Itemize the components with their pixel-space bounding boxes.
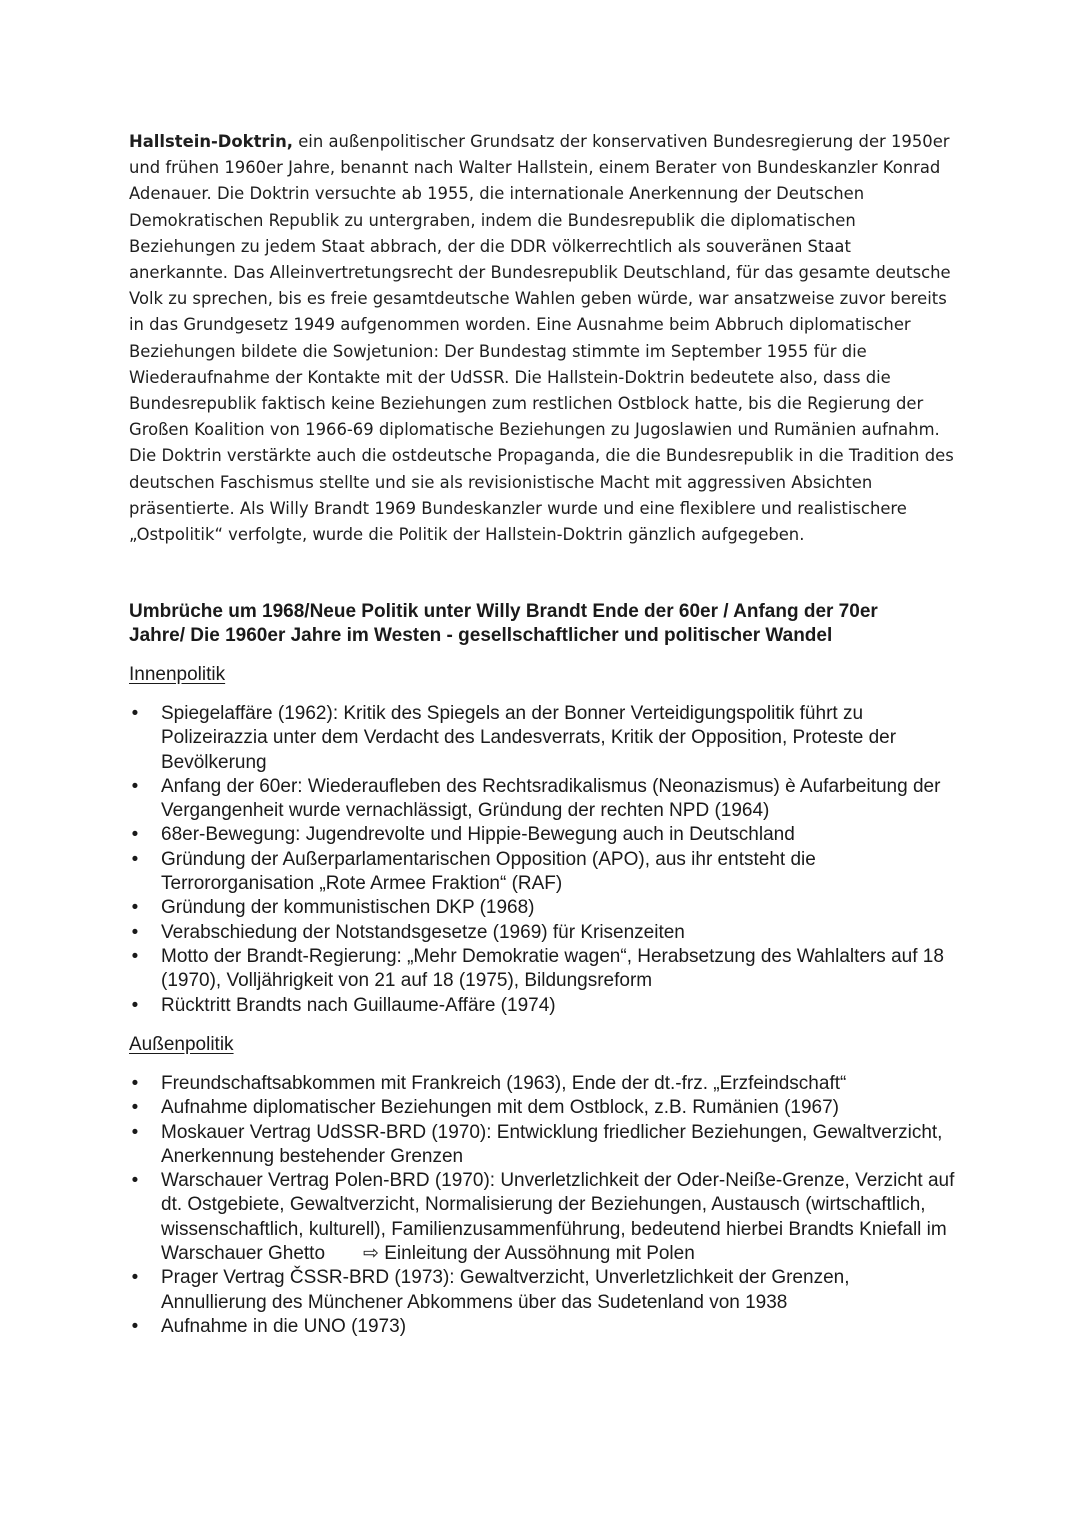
bullet-icon: • (131, 994, 139, 1016)
bullet-icon: • (131, 945, 139, 967)
list-item: • Warschauer Vertrag Polen-BRD (1970): Unverletzlichkeit der Oder-Neiße-Grenze, Verzicht auf dt. Ostgebiete, Gewaltverzicht, Normalisierung der Beziehungen, Austausch (wirtschaftlich, wissenschaftlich, kulturell), Familienzusammenführung, bedeutend hierbei Brandts Kniefall im Warschauer Ghetto ⇨ Einleitung der Aussöhnung mit Polen (129, 1169, 959, 1266)
bullet-icon: • (131, 848, 139, 870)
list-item: • 68er-Bewegung: Jugendrevolte und Hippie-Bewegung auch in Deutschland (129, 823, 959, 847)
arrow-icon: ⇨ (363, 1243, 379, 1265)
intro-paragraph (129, 129, 955, 548)
list-item: • Freundschaftsabkommen mit Frankreich (1963), Ende der dt.-frz. „Erzfeindschaft“ (129, 1072, 959, 1096)
innenpolitik-list (129, 702, 959, 1018)
innenpolitik-title: Innenpolitik (129, 664, 226, 685)
list-item: • Moskauer Vertrag UdSSR-BRD (1970): Entwicklung friedlicher Beziehungen, Gewaltverzicht, Anerkennung bestehender Grenzen (129, 1121, 959, 1170)
list-item: • Spiegelaffäre (1962): Kritik des Spiegels an der Bonner Verteidigungspolitik führt zu Polizeirazzia unter dem Verdacht des Landesverrats, Kritik der Opposition, Proteste der Bevölkerung (129, 702, 959, 775)
bullet-icon: • (131, 703, 139, 724)
aussenpolitik-list (129, 1072, 959, 1339)
intro-text: ein außenpolitischer Grundsatz der konservativen Bundesregierung der 1950er und frühen 1960er Jahre, benannt nach Walter Hallstein, einem Berater von Bundeskanzler Konrad Adenauer. Die Doktrin versuchte ab 1955, die internationale Anerkennung der Deutschen Demokratischen Republik zu untergraben, indem die Bundesrepublik die diplomatischen Beziehungen zu jedem Staat abbrach, der die DDR völkerrechtlich als souveränen Staat anerkannte. Das Alleinvertretungsrecht der Bundesrepublik Deutschland, für das gesamte deutsche Volk zu sprechen, bis es freie gesamtdeutsche Wahlen geben würde, war ansatzweise zuvor bereits in das Grundgesetz 1949 aufgenommen worden. Eine Ausnahme beim Abbruch diplomatischer Beziehungen bildete die Sowjetunion: Der Bundestag stimmte im September 1955 für die Wiederaufnahme der Kontakte mit der UdSSR. Die Hallstein-Doktrin bedeutete also, dass die Bundesrepublik faktisch keine Beziehungen zum restlichen Ostblock hatte, bis die Regierung der Großen Koalition von 1966-69 diplomatische Beziehungen zu Jugoslawien und Rumänien aufnahm. Die Doktrin verstärkte auch die ostdeutsche Propaganda, die die Bundesrepublik in die Tradition des deutschen Faschismus stellte und sie als revisionistische Macht mit aggressiven Absichten präsentierte. Als Willy Brandt 1969 Bundeskanzler wurde und eine flexiblere und realistischere „Ostpolitik“ verfolgte, wurde die Politik der Hallstein-Doktrin gänzlich aufgegeben. (129, 132, 954, 545)
list-item: • Prager Vertrag ČSSR-BRD (1973): Gewaltverzicht, Unverletzlichkeit der Grenzen, Annullierung des Münchener Abkommens über das Sudetenland von 1938 (129, 1266, 959, 1315)
aussenpolitik-title: Außenpolitik (129, 1034, 234, 1055)
list-item: • Gründung der Außerparlamentarischen Opposition (APO), aus ihr entsteht die Terrororganisation „Rote Armee Fraktion“ (RAF) (129, 848, 959, 897)
bullet-icon: • (131, 1170, 139, 1192)
bullet-icon: • (131, 1315, 139, 1337)
bullet-icon: • (131, 1097, 139, 1119)
list-item: • Motto der Brandt-Regierung: „Mehr Demokratie wagen“, Herabsetzung des Wahlalters auf 18 (1970), Volljährigkeit von 21 auf 18 (1975), Bildungsreform (129, 945, 959, 994)
list-item: • Aufnahme in die UNO (1973) (129, 1315, 959, 1339)
bullet-icon: • (131, 824, 139, 846)
bullet-icon: • (131, 1073, 139, 1094)
intro-term: Hallstein-Doktrin, (129, 132, 294, 151)
bullet-icon: • (131, 897, 139, 919)
bullet-icon: • (131, 921, 139, 943)
list-item: • Gründung der kommunistischen DKP (1968) (129, 896, 959, 920)
list-item: • Rücktritt Brandts nach Guillaume-Affäre (1974) (129, 994, 959, 1018)
list-item: • Aufnahme diplomatischer Beziehungen mit dem Ostblock, z.B. Rumänien (1967) (129, 1096, 959, 1120)
bullet-icon: • (131, 1121, 139, 1143)
list-item: • Verabschiedung der Notstandsgesetze (1969) für Krisenzeiten (129, 921, 959, 945)
bullet-icon: • (131, 1267, 139, 1289)
bullet-icon: • (131, 775, 139, 797)
section-heading: Umbrüche um 1968/Neue Politik unter Willy Brandt Ende der 60er / Anfang der 70er Jahre/ Die 1960er Jahre im Westen - gesellschaftlicher und politischer Wandel (129, 601, 878, 646)
list-item: • Anfang der 60er: Wiederaufleben des Rechtsradikalismus (Neonazismus) è Aufarbeitung der Vergangenheit wurde vernachlässigt, Gründung der rechten NPD (1964) (129, 775, 959, 824)
